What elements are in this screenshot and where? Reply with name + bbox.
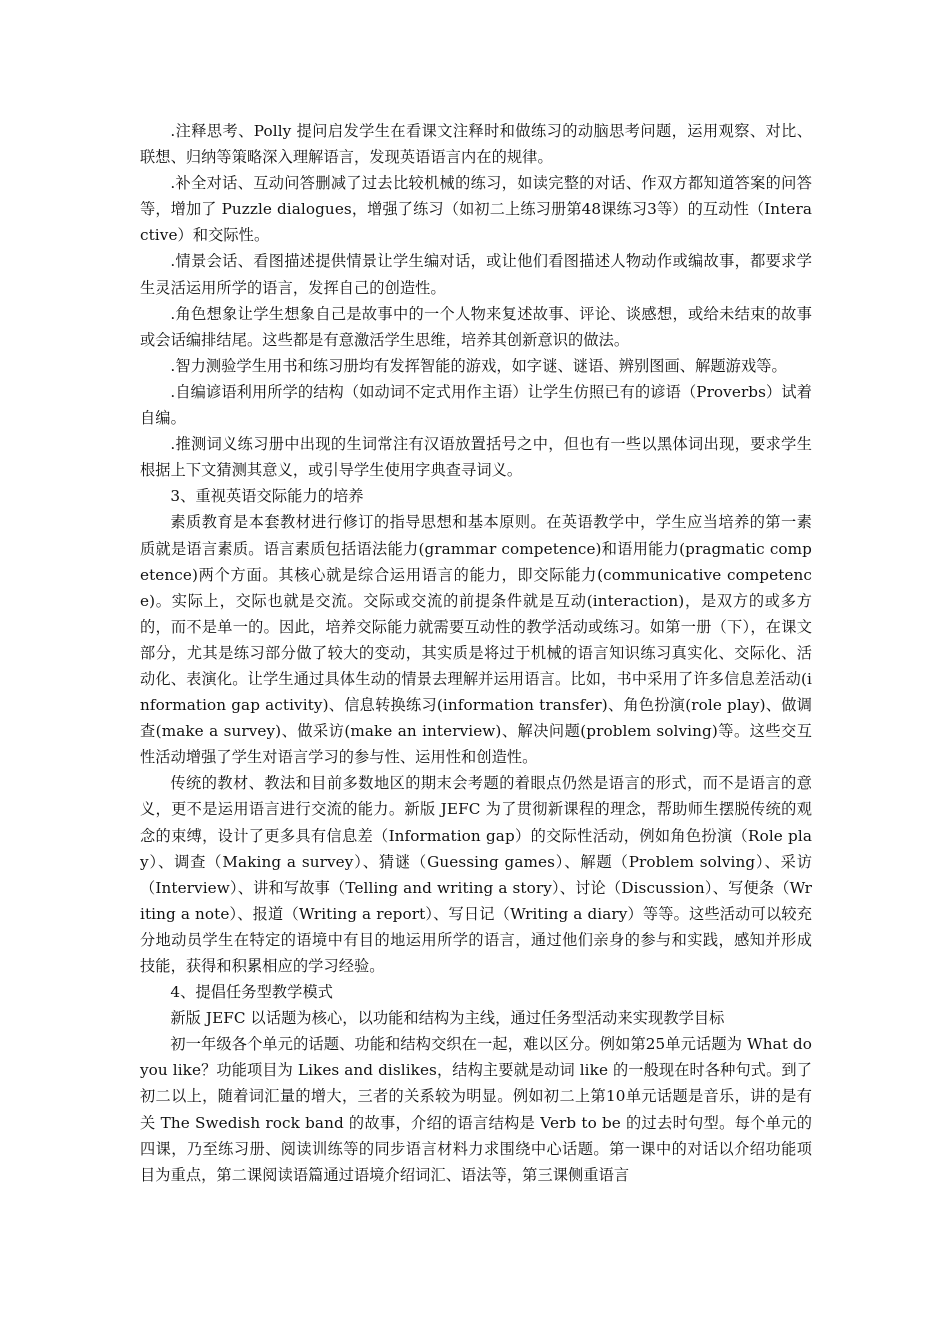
paragraph-intelligence-test: .智力测验学生用书和练习册均有发挥智能的游戏，如字谜、谜语、辨别图画、解题游戏等。: [170, 356, 787, 375]
paragraph-grade-one-units: 初一年级各个单元的话题、功能和结构交织在一起，难以区分。例如第25单元话题为 What do you like？功能项目为 Likes and dislikes，结构主要就是动词 like 的一般现在时各种句式。到了初二以上，随着词汇量的增大，三者的关系较为明显。例如初二上第10单元话题是音乐，讲的是有关 The Swedish rock band 的故事，介绍的语言结构是 Verb to be 的过去时句型。每个单元的四课，乃至练习册、阅读训练等的同步语言材料力求围绕中心话题。第一课中的对话以介绍功能项目为重点，第二课阅读语篇通过语境介绍词汇、语法等，第三课侧重语言: [140, 1035, 812, 1184]
section-heading-communicative-competence: 3、重视英语交际能力的培养: [170, 487, 364, 506]
paragraph-role-imagination: .角色想象让学生想象自己是故事中的一个人物来复述故事、评论、谈感想，或给未结束的故事或会话编排结尾。这些都是有意激活学生思维，培养其创新意识的做法。: [140, 304, 812, 349]
document-body: [140, 118, 812, 1188]
paragraph-dialogue-completion: .补全对话、互动问答删减了过去比较机械的练习，如读完整的对话、作双方都知道答案的问答等，增加了 Puzzle dialogues，增强了练习（如初二上练习册第48课练习3等）的互动性（Interactive）和交际性。: [140, 174, 812, 245]
paragraph-topic-core: 新版 JEFC 以话题为核心，以功能和结构为主线，通过任务型活动来实现教学目标: [170, 1009, 725, 1028]
paragraph-situational-dialogue: .情景会话、看图描述提供情景让学生编对话，或让他们看图描述人物动作或编故事，都要求学生灵活运用所学的语言，发挥自己的创造性。: [140, 252, 812, 297]
paragraph-guess-word-meaning: .推测词义练习册中出现的生词常注有汉语放置括号之中，但也有一些以黑体词出现，要求学生根据上下文猜测其意义，或引导学生使用字典查寻词义。: [140, 435, 812, 480]
paragraph-quality-education: 素质教育是本套教材进行修订的指导思想和基本原则。在英语教学中，学生应当培养的第一素质就是语言素质。语言素质包括语法能力(grammar competence)和语用能力(pragmatic competence)两个方面。其核心就是综合运用语言的能力，即交际能力(communicative competence)。实际上，交际也就是交流。交际或交流的前提条件就是互动(interaction)，是双方的或多方的，而不是单一的。因此，培养交际能力就需要互动性的教学活动或练习。如第一册（下），在课文部分，尤其是练习部分做了较大的变动，其实质是将过于机械的语言知识练习真实化、交际化、活动化、表演化。让学生通过具体生动的情景去理解并运用语言。比如，书中采用了许多信息差活动(information gap activity)、信息转换练习(information transfer)、角色扮演(role play)、做调查(make a survey)、做采访(make an interview)、解决问题(problem solving)等。这些交互性活动增强了学生对语言学习的参与性、运用性和创造性。: [140, 513, 812, 767]
section-heading-task-based-teaching: 4、提倡任务型教学模式: [170, 983, 334, 1002]
paragraph-self-made-proverbs: .自编谚语利用所学的结构（如动词不定式用作主语）让学生仿照已有的谚语（Proverbs）试着自编。: [140, 382, 812, 428]
paragraph-annotation-thinking: .注释思考、Polly 提问启发学生在看课文注释时和做练习的动脑思考问题，运用观察、对比、联想、归纳等策略深入理解语言，发现英语语言内在的规律。: [140, 122, 812, 167]
paragraph-traditional-materials: 传统的教材、教法和目前多数地区的期末会考题的着眼点仍然是语言的形式，而不是语言的意义，更不是运用语言进行交流的能力。新版 JEFC 为了贯彻新课程的理念，帮助师生摆脱传统的观念的束缚，设计了更多具有信息差（Information gap）的交际性活动，例如角色扮演（Role play）、调查（Making a survey）、猜谜（Guessing games）、解题（Problem solving）、采访（Interview）、讲和写故事（Telling and writing a story）、讨论（Discussion）、写便条（Writing a note）、报道（Writing a report）、写日记（Writing a diary）等等。这些活动可以较充分地动员学生在特定的语境中有目的地运用所学的语言，通过他们亲身的参与和实践，感知并形成技能，获得和积累相应的学习经验。: [140, 774, 812, 975]
